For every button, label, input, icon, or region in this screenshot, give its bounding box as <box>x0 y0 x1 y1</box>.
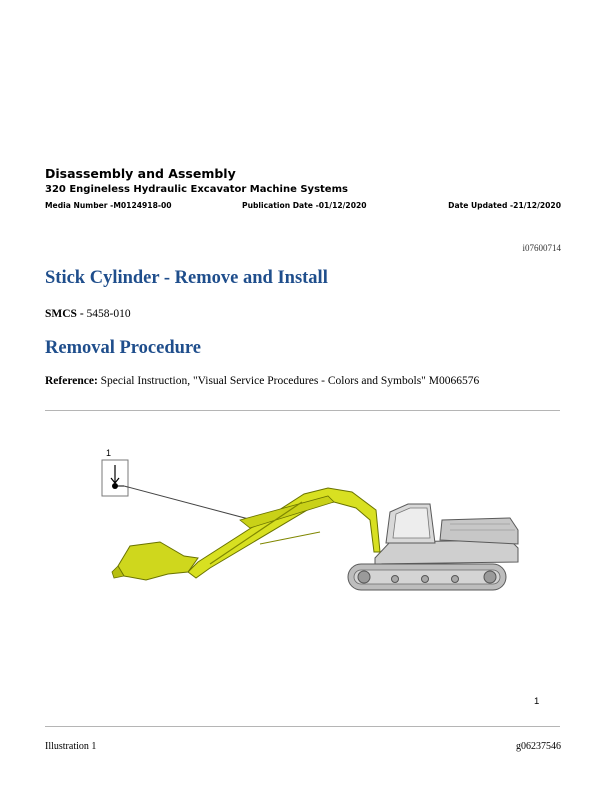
media-number: Media Number -M0124918-00 <box>45 201 172 210</box>
callout-number: 1 <box>534 696 540 707</box>
excavator-illustration <box>90 440 530 640</box>
callout-box-number: 1 <box>106 448 112 458</box>
reference-line <box>45 375 479 387</box>
document-subtitle: 320 Engineless Hydraulic Excavator Machine Systems <box>45 184 348 195</box>
date-updated: Date Updated -21/12/2020 <box>448 201 561 210</box>
illustration-caption: Illustration 1 <box>45 741 97 752</box>
smcs-label: SMCS - <box>45 308 84 320</box>
machine-body <box>375 504 518 564</box>
publication-date: Publication Date -01/12/2020 <box>242 201 367 210</box>
callout-leader-line <box>124 486 260 522</box>
boom-stick-assembly <box>112 488 380 580</box>
graphic-id: g06237546 <box>516 741 561 752</box>
divider-top <box>45 410 560 411</box>
divider-bottom <box>45 726 560 727</box>
section-heading: Removal Procedure <box>45 338 202 358</box>
undercarriage <box>348 564 506 590</box>
smcs-value: 5458-010 <box>83 308 131 320</box>
document-title: Disassembly and Assembly <box>45 166 236 181</box>
reference-label: Reference: <box>45 375 98 387</box>
document-id: i07600714 <box>522 243 561 253</box>
smcs-line <box>45 308 131 320</box>
main-heading: Stick Cylinder - Remove and Install <box>45 268 328 288</box>
reference-text: Special Instruction, "Visual Service Procedures - Colors and Symbols" M0066576 <box>97 375 480 387</box>
